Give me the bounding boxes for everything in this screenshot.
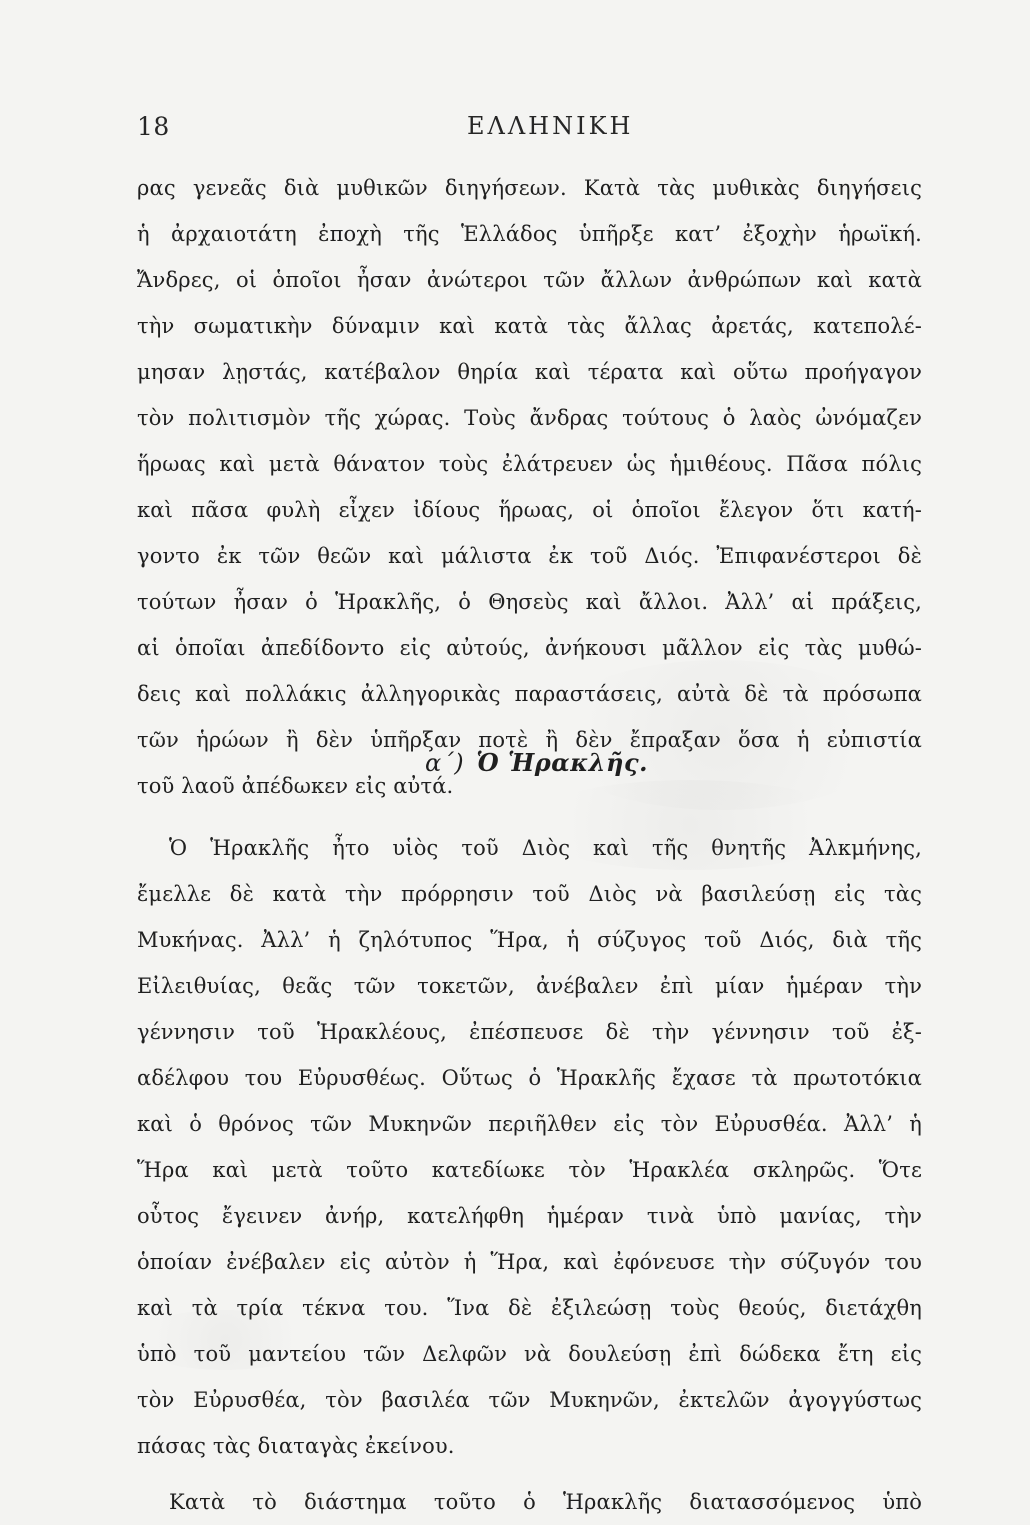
text-line: μησαν λῃστάς, κατέβαλον θηρία καὶ τέρατα καὶ οὕτω προήγαγον	[137, 360, 922, 384]
text-line: Ἥρα καὶ μετὰ τοῦτο κατεδίωκε τὸν Ἡρακλέα σκληρῶς. Ὅτε	[137, 1158, 922, 1182]
text-line: τὸν πολιτισμὸν τῆς χώρας. Τοὺς ἄνδρας τούτους ὁ λαὸς ὠνόμαζεν	[137, 406, 922, 430]
text-line: καὶ ὁ θρόνος τῶν Μυκηνῶν περιῆλθεν εἰς τὸν Εὐρυσθέα. Ἀλλ’ ἡ	[137, 1112, 922, 1136]
text-line: τὴν σωματικὴν δύναμιν καὶ κατὰ τὰς ἄλλας ἀρετάς, κατεπολέ-	[137, 314, 922, 338]
text-line: Ὁ Ἡρακλῆς ἦτο υἱὸς τοῦ Διὸς καὶ τῆς θνητῆς Ἀλκμήνης,	[169, 836, 922, 860]
text-line: δεις καὶ πολλάκις ἀλληγορικὰς παραστάσεις, αὐτὰ δὲ τὰ πρόσωπα	[137, 682, 922, 706]
text-line: ἡ ἀρχαιοτάτη ἐποχὴ τῆς Ἑλλάδος ὑπῆρξε κατ’ ἐξοχὴν ἡρωϊκή.	[137, 222, 922, 246]
section-name: Ὁ Ἡρακλῆς.	[476, 748, 648, 777]
text-line: Ἄνδρες, οἱ ὁποῖοι ἦσαν ἀνώτεροι τῶν ἄλλων ἀνθρώπων καὶ κατὰ	[137, 268, 922, 292]
text-line: γέννησιν τοῦ Ἡρακλέους, ἐπέσπευσε δὲ τὴν γέννησιν τοῦ ἐξ-	[137, 1020, 922, 1044]
text-line: τῶν ἡρώων ἢ δὲν ὑπῆρξαν ποτὲ ἢ δὲν ἔπραξαν ὅσα ἡ εὐπιστία	[137, 728, 922, 752]
text-line: ἔμελλε δὲ κατὰ τὴν πρόρρησιν τοῦ Διὸς νὰ βασιλεύσῃ εἰς τὰς	[137, 882, 922, 906]
text-line: τὸν Εὐρυσθέα, τὸν βασιλέα τῶν Μυκηνῶν, ἐκτελῶν ἀγογγύστως	[137, 1388, 922, 1412]
final-text-line: Κατὰ τὸ διάστημα τοῦτο ὁ Ἡρακλῆς διατασσόμενος ὑπὸ	[169, 1490, 922, 1514]
section-label: α´)	[425, 749, 465, 777]
page-number: 18	[137, 112, 170, 141]
text-line: Εἰλειθυίας, θεᾶς τῶν τοκετῶν, ἀνέβαλεν ἐπὶ μίαν ἡμέραν τὴν	[137, 974, 922, 998]
text-line: οὗτος ἔγεινεν ἀνήρ, κατελήφθη ἡμέραν τινὰ ὑπὸ μανίας, τὴν	[137, 1204, 922, 1228]
text-line: τούτων ἦσαν ὁ Ἡρακλῆς, ὁ Θησεὺς καὶ ἄλλοι. Ἀλλ’ αἱ πράξεις,	[137, 590, 922, 614]
text-line: γοντο ἐκ τῶν θεῶν καὶ μάλιστα ἐκ τοῦ Διός. Ἐπιφανέστεροι δὲ	[137, 544, 922, 568]
herakles-paragraph	[137, 825, 922, 1525]
text-line: πάσας τὰς διαταγὰς ἐκείνου.	[137, 1434, 455, 1458]
text-line: αδέλφου του Εὐρυσθέως. Οὕτως ὁ Ἡρακλῆς ἔχασε τὰ πρωτοτόκια	[137, 1066, 922, 1090]
text-line: αἱ ὁποῖαι ἀπεδίδοντο εἰς αὐτούς, ἀνήκουσι μᾶλλον εἰς τὰς μυθώ-	[137, 636, 922, 660]
section-heading	[425, 748, 648, 777]
text-line: ὑπὸ τοῦ μαντείου τῶν Δελφῶν νὰ δουλεύσῃ ἐπὶ δώδεκα ἔτη εἰς	[137, 1342, 922, 1366]
text-line: ἥρωας καὶ μετὰ θάνατον τοὺς ἐλάτρευεν ὡς ἡμιθέους. Πᾶσα πόλις	[137, 452, 922, 476]
text-line: ρας γενεᾶς διὰ μυθικῶν διηγήσεων. Κατὰ τὰς μυθικὰς διηγήσεις	[137, 176, 922, 200]
text-line: ὁποίαν ἐνέβαλεν εἰς αὐτὸν ἡ Ἥρα, καὶ ἐφόνευσε τὴν σύζυγόν του	[137, 1250, 922, 1274]
text-line: καὶ πᾶσα φυλὴ εἶχεν ἰδίους ἥρωας, οἱ ὁποῖοι ἔλεγον ὅτι κατή-	[137, 498, 922, 522]
text-line: καὶ τὰ τρία τέκνα του. Ἵνα δὲ ἐξιλεώσῃ τοὺς θεούς, διετάχθη	[137, 1296, 922, 1320]
page-header	[137, 112, 922, 158]
text-line: τοῦ λαοῦ ἀπέδωκεν εἰς αὐτά.	[137, 774, 454, 798]
running-title: ΕΛΛΗΝΙΚΗ	[467, 112, 634, 140]
intro-paragraph	[137, 165, 922, 809]
text-line: Μυκήνας. Ἀλλ’ ἡ ζηλότυπος Ἥρα, ἡ σύζυγος τοῦ Διός, διὰ τῆς	[137, 928, 922, 952]
